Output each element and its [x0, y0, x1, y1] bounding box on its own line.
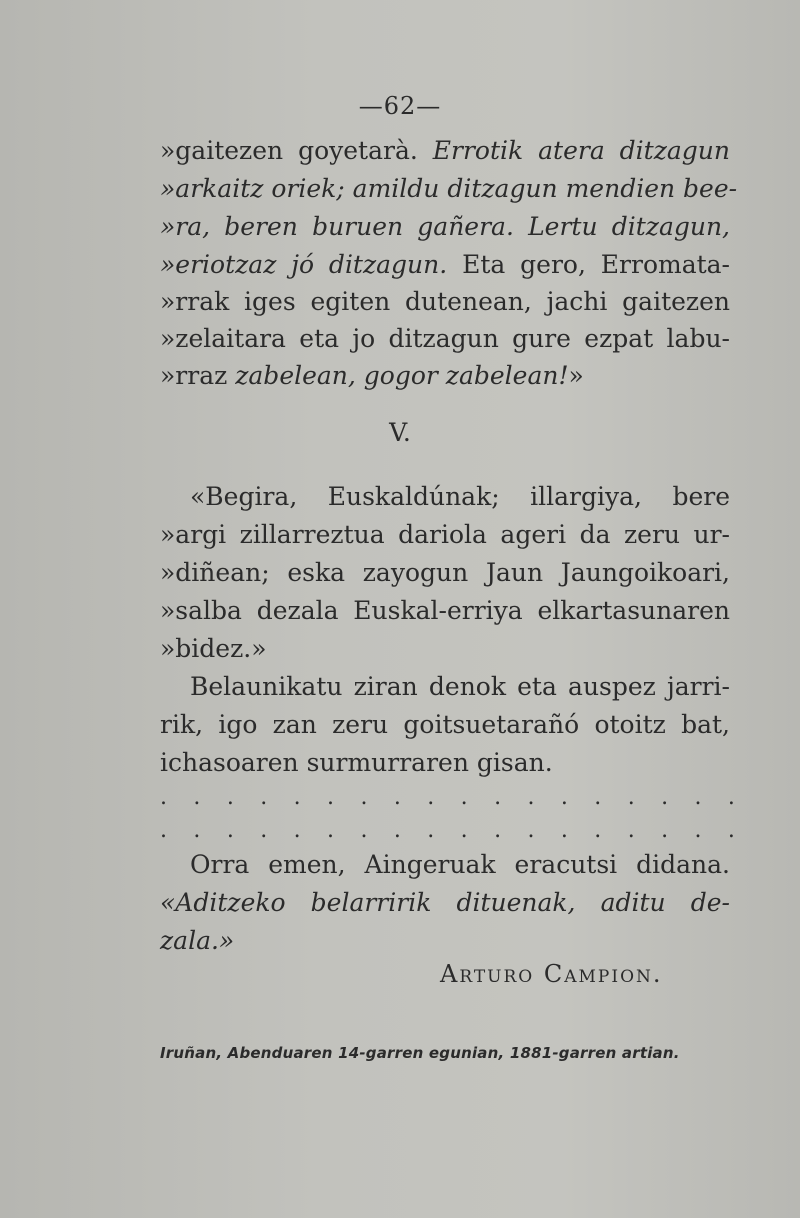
- text-span: »rraz: [160, 361, 236, 390]
- italic-span: »eriotzaz jó ditzagun.: [160, 250, 448, 279]
- text-line: Belaunikatu ziran denok eta auspez jarri-: [190, 672, 730, 701]
- text-line: »rrak iges egiten dutenean, jachi gaitezen: [160, 287, 730, 316]
- text-line: »bidez.»: [160, 634, 267, 663]
- text-line: »zelaitara eta jo ditzagun gure ezpat labu-: [160, 324, 730, 353]
- ellipsis-row: . . . . . . . . . . . . . . . . . .: [160, 785, 735, 810]
- italic-span: Errotik atera ditzagun: [432, 136, 731, 165]
- text-line: [160, 248, 730, 282]
- text-line: »arkaitz oriek; amildu ditzagun mendien bee-: [160, 174, 738, 203]
- ellipsis-row: . . . . . . . . . . . . . . . . . .: [160, 818, 735, 843]
- italic-span: zabelean, gogor zabelean!: [235, 361, 569, 390]
- text-span: Eta gero, Erromata-: [447, 250, 731, 279]
- text-line: »ra, beren buruen gañera. Lertu ditzagun,: [160, 212, 730, 241]
- text-line: »diñean; eska zayogun Jaun Jaungoikoari,: [160, 558, 730, 587]
- text-line: »salba dezala Euskal-erriya elkartasunaren: [160, 596, 730, 625]
- text-span: »: [568, 361, 584, 390]
- text-line: «Begira, Euskaldúnak; illargiya, bere: [190, 482, 730, 511]
- text-line: «Aditzeko belarririk dituenak, aditu de-: [160, 888, 730, 917]
- author-signature: Arturo Campion.: [440, 960, 663, 988]
- page-number: —62—: [358, 92, 442, 120]
- text-span: »gaitezen goyetarà.: [160, 136, 433, 165]
- text-line: zala.»: [160, 926, 235, 955]
- footer-note: Iruñan, Abenduaren 14-garren egunian, 1881-garren artian.: [160, 1044, 680, 1062]
- text-line: [160, 359, 730, 393]
- text-line: [160, 134, 730, 168]
- section-heading: V.: [389, 418, 411, 447]
- text-line: rik, igo zan zeru goitsuetarañó otoitz bat,: [160, 710, 730, 739]
- text-line: ichasoaren surmurraren gisan.: [160, 748, 553, 777]
- text-line: Orra emen, Aingeruak eracutsi didana.: [190, 850, 730, 879]
- text-line: »argi zillarreztua dariola ageri da zeru ur-: [160, 520, 730, 549]
